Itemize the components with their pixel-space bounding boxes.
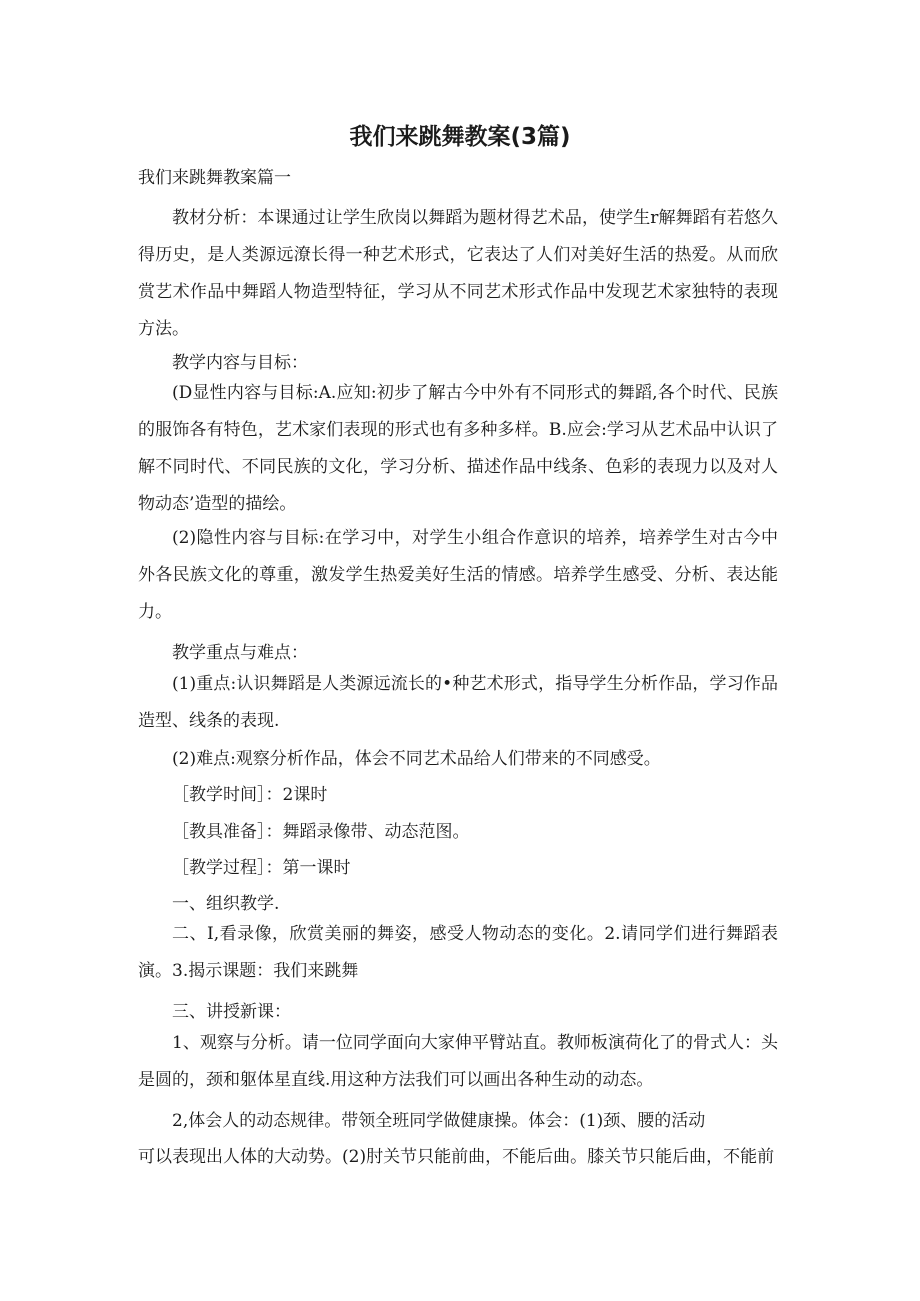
paragraph-observe-analyze: 1、观察与分析。请一位同学面向大家伸平臂站直。教师板演荷化了的骨式人：头是圆的，颈和躯体星直线.用这种方法我们可以画出各种生动的动态。 bbox=[138, 1033, 778, 1090]
paragraph-key-point: (1)重点:认识舞蹈是人类源远流长的•种艺术形式，指导学生分析作品，学习作品造型、线条的表现. bbox=[138, 674, 778, 731]
paragraph-step-two: 二、I,看录像，欣赏美丽的舞姿，感受人物动态的变化。2.请同学们进行舞蹈表演。3.揭示课题：我们来跳舞 bbox=[138, 924, 778, 981]
line-last: 可以表现出人体的大动势。(2)肘关节只能前曲，不能后曲。膝关节只能后曲，不能前 bbox=[138, 1147, 775, 1167]
line-difficult-point: (2)难点:观察分析作品，体会不同艺术品给人们带来的不同感受。 bbox=[172, 749, 661, 769]
content-goals-heading: 教学内容与目标： bbox=[172, 353, 308, 373]
line-teaching-tools: ［教具准备］：舞蹈录像带、动态范图。 bbox=[172, 822, 470, 842]
document-title: 我们来跳舞教案(3篇) bbox=[349, 124, 571, 150]
paragraph-implicit-goals: (2)隐性内容与目标:在学习中，对学生小组合作意识的培养，培养学生对古今中外各民族文化的尊重，激发学生热爱美好生活的情感。培养学生感受、分析、表达能力。 bbox=[138, 528, 778, 622]
paragraph-analysis: 教材分析：本课通过让学生欣岗以舞蹈为题材得艺术品，使学生r解舞蹈有若悠久得历史，是人类源远潦长得一种艺术形式，它表达了人们对美好生活的热爱。从而欣赏艺术作品中舞蹈人物造型特征，学习从不同艺术形式作品中发现艺术家独特的表现方法。 bbox=[138, 208, 778, 339]
line-step-three: 三、讲授新课： bbox=[172, 1002, 291, 1022]
section-heading: 我们来跳舞教案篇一 bbox=[138, 168, 291, 188]
line-experience-rules: 2,体会人的动态规律。带领全班同学做健康操。体会：(1)颈、腰的活动 bbox=[172, 1111, 706, 1131]
line-teaching-time: ［教学时间］：2课时 bbox=[172, 785, 328, 805]
line-teaching-process: ［教学过程］：第一课时 bbox=[172, 858, 351, 878]
paragraph-explicit-goals: (D显性内容与目标:A.应知:初步了解古今中外有不同形式的舞蹈,各个时代、民族的服饰各有特色，艺术家们表现的形式也有多种多样。B.应会:学习从艺术品中认识了解不同时代、不同民族的文化，学习分析、描述作品中线条、色彩的表现力以及对人物动态’造型的描绘。 bbox=[138, 383, 778, 514]
line-step-one: 一、组织教学. bbox=[172, 894, 280, 914]
key-difficult-heading: 教学重点与难点： bbox=[172, 643, 308, 663]
